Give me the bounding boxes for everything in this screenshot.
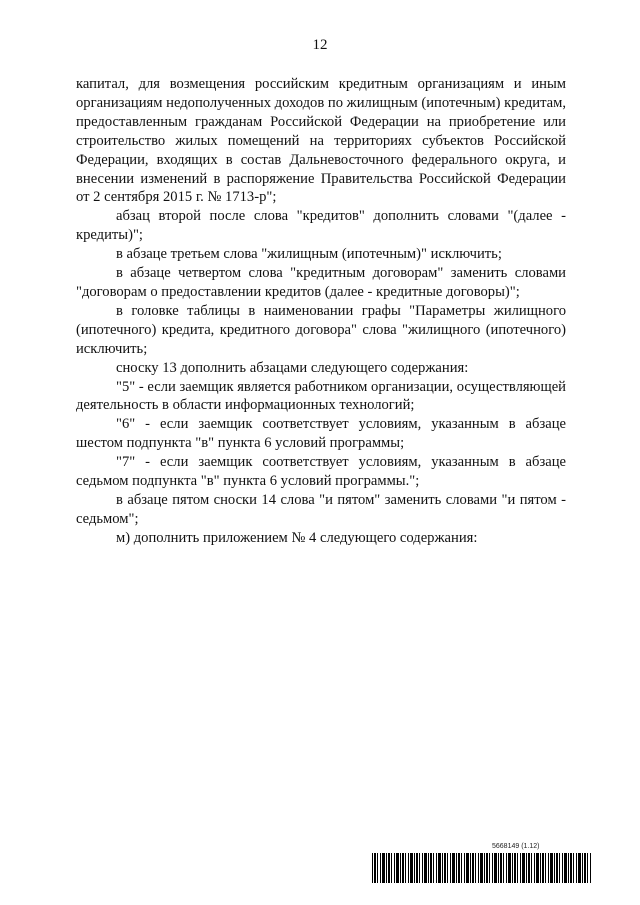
paragraph: абзац второй после слова "кредитов" дополнить словами "(далее - кредиты)"; xyxy=(76,208,566,244)
paragraph: м) дополнить приложением № 4 следующего содержания: xyxy=(116,529,478,546)
paragraph: "7" - если заемщик соответствует условиям, указанным в абзаце седьмом подпункта "в" пункта 6 условий программы."; xyxy=(76,454,566,490)
paragraph: сноску 13 дополнить абзацами следующего содержания: xyxy=(116,359,469,376)
paragraph: в абзаце пятом сноски 14 слова "и пятом" заменить словами "и пятом - седьмом"; xyxy=(76,491,566,527)
paragraph: в абзаце третьем слова "жилищным (ипотечным)" исключить; xyxy=(116,246,502,263)
paragraph: "6" - если заемщик соответствует условиям, указанным в абзаце шестом подпункта "в" пункта 6 условий программы; xyxy=(76,416,566,452)
paragraph: в головке таблицы в наименовании графы "Параметры жилищного (ипотечного) кредита, кредитного договора" слова "жилищного (ипотечного) исключить; xyxy=(76,302,566,357)
paragraph: капитал, для возмещения российским кредитным организациям и иным организациям недополученных доходов по жилищным (ипотечным) кредитам, предоставленным гражданам Российской Федерации на приобретение или строительство жилых помещений на территориях субъектов Российской Федерации, входящих в состав Дальневосточного федерального округа, и внесении изменений в распоряжение Правительства Российской Федерации от 2 сентября 2015 г. № 1713-р"; xyxy=(76,76,566,206)
page-number: 12 xyxy=(312,37,328,53)
barcode-icon xyxy=(372,853,592,883)
paragraph: "5" - если заемщик является работником организации, осуществляющей деятельность в области информационных технологий; xyxy=(76,378,566,414)
paragraph: в абзаце четвертом слова "кредитным договорам" заменить словами "договорам о предоставлении кредитов (далее - кредитные договоры)"; xyxy=(76,265,566,300)
document-body xyxy=(76,75,566,548)
barcode-code: 5668149 (1.12) xyxy=(492,843,540,850)
